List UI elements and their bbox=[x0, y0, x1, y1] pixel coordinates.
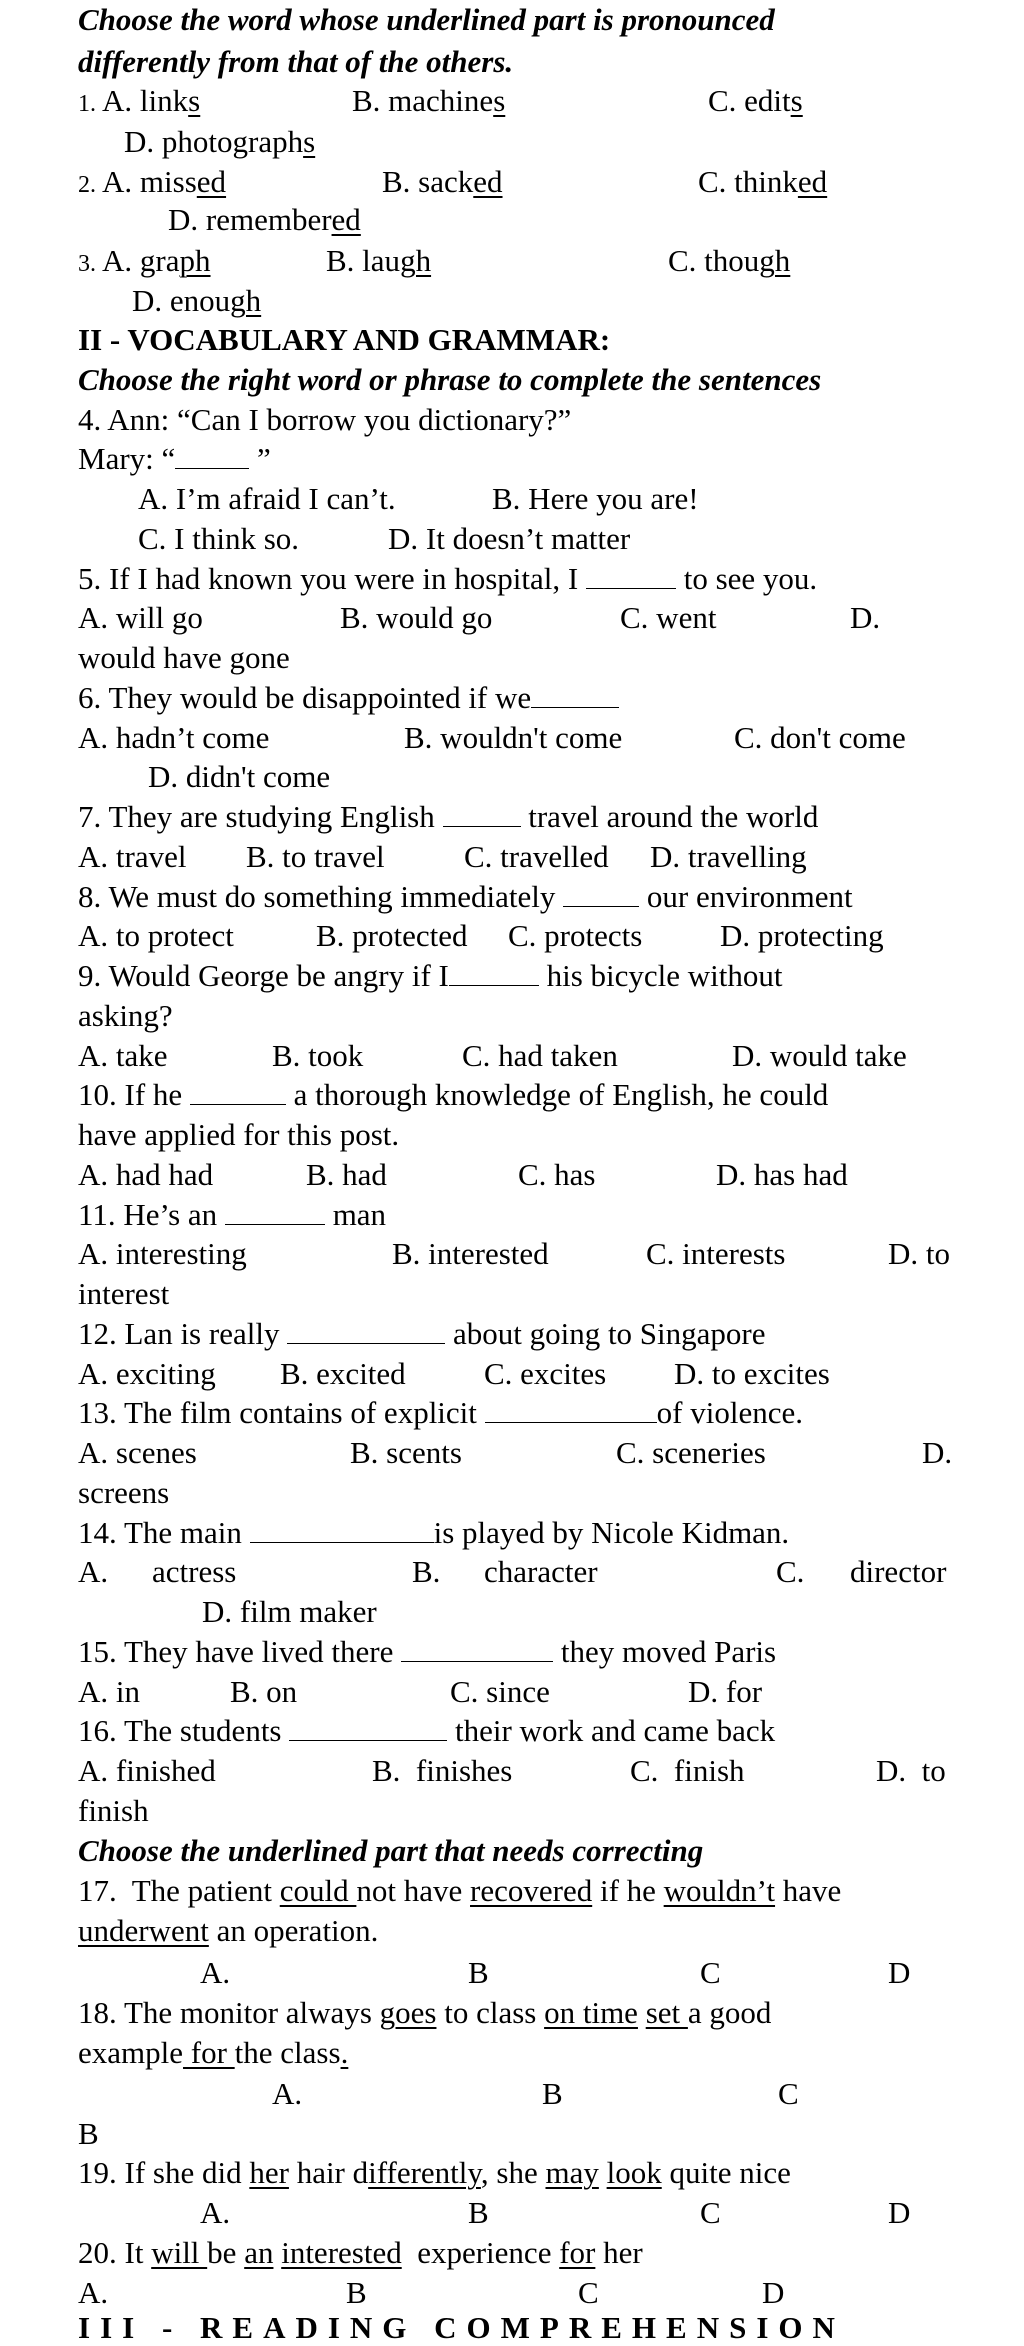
q16-option-a: A. finished bbox=[78, 1753, 216, 1788]
q11-stem: 11. He’s an man bbox=[78, 1197, 387, 1232]
q7-option-b: B. to travel bbox=[246, 839, 385, 874]
q11-option-d: D. to bbox=[888, 1236, 950, 1271]
q14-option-a: A. bbox=[78, 1554, 109, 1589]
q2-option-b: B. sacked bbox=[382, 164, 503, 199]
q12-option-b: B. excited bbox=[280, 1356, 406, 1391]
q14-option-d: D. film maker bbox=[202, 1594, 377, 1629]
q10-option-b: B. had bbox=[306, 1157, 387, 1192]
q16-option-d: D. to bbox=[876, 1753, 946, 1788]
q7-stem: 7. They are studying English travel around the world bbox=[78, 799, 819, 834]
q4-stem: 4. Ann: “Can I borrow you dictionary?” bbox=[78, 402, 572, 437]
q14-stem: 14. The main is played by Nicole Kidman. bbox=[78, 1515, 790, 1550]
q2-option-a: 2. A. missed bbox=[78, 164, 227, 199]
q4-option-c: C. I think so. bbox=[138, 521, 300, 556]
q18-sentence-cont: example for the class. bbox=[78, 2035, 349, 2070]
q14-option-b: B. bbox=[412, 1554, 441, 1589]
section2-instruction: Choose the right word or phrase to complete the sentences bbox=[78, 362, 822, 397]
q19-label-c: C bbox=[700, 2195, 721, 2230]
section3-instruction: Choose the underlined part that needs correcting bbox=[78, 1833, 704, 1868]
q3-option-c: C. though bbox=[668, 243, 791, 278]
q14-option-a-text: actress bbox=[152, 1554, 237, 1589]
q11-option-d-text: interest bbox=[78, 1276, 170, 1311]
q6-stem: 6. They would be disappointed if we bbox=[78, 680, 619, 716]
q5-option-d: D. bbox=[850, 600, 881, 635]
q13-option-b: B. scents bbox=[350, 1435, 462, 1470]
section1-heading-cont: differently from that of the others. bbox=[78, 44, 514, 79]
q20-label-c: C bbox=[578, 2275, 599, 2310]
q20-sentence: 20. It will be an interested experience for her bbox=[78, 2235, 643, 2270]
q16-option-c: C. finish bbox=[630, 1753, 745, 1788]
q13-option-d: D. bbox=[922, 1435, 953, 1470]
q9-option-b: B. took bbox=[272, 1038, 364, 1073]
q6-option-b: B. wouldn't come bbox=[404, 720, 623, 755]
q9-stem-cont: asking? bbox=[78, 998, 173, 1033]
q1-option-d: D. photographs bbox=[124, 124, 316, 159]
q4-option-b: B. Here you are! bbox=[492, 481, 699, 516]
q10-option-a: A. had had bbox=[78, 1157, 214, 1192]
q12-option-d: D. to excites bbox=[674, 1356, 830, 1391]
q17-sentence-cont: underwent an operation. bbox=[78, 1913, 379, 1948]
q5-option-b: B. would go bbox=[340, 600, 493, 635]
q2-option-c: C. thinked bbox=[698, 164, 828, 199]
q3-option-d: D. enough bbox=[132, 283, 262, 318]
q17-label-b: B bbox=[468, 1955, 489, 1990]
section4-title-cutoff: III - READING COMPREHENSION bbox=[78, 2310, 845, 2345]
q1-option-c: C. edits bbox=[708, 83, 803, 118]
q8-option-a: A. to protect bbox=[78, 918, 234, 953]
q15-option-c: C. since bbox=[450, 1674, 550, 1709]
q9-option-a: A. take bbox=[78, 1038, 168, 1073]
q5-option-c: C. went bbox=[620, 600, 717, 635]
q15-option-b: B. on bbox=[230, 1674, 298, 1709]
q1-option-a: 1. A. links bbox=[78, 83, 201, 118]
q16-option-d-text: finish bbox=[78, 1793, 149, 1828]
q18-label-a: A. bbox=[272, 2076, 303, 2111]
q3-option-b: B. laugh bbox=[326, 243, 432, 278]
q17-label-c: C bbox=[700, 1955, 721, 1990]
q14-option-b-text: character bbox=[484, 1554, 598, 1589]
q16-option-b: B. finishes bbox=[372, 1753, 513, 1788]
q12-stem: 12. Lan is really about going to Singapore bbox=[78, 1316, 766, 1351]
q13-option-c: C. sceneries bbox=[616, 1435, 766, 1470]
q5-stem: 5. If I had known you were in hospital, I to see you. bbox=[78, 561, 818, 596]
q6-option-a: A. hadn’t come bbox=[78, 720, 270, 755]
q6-option-d: D. didn't come bbox=[148, 759, 331, 794]
q9-option-c: C. had taken bbox=[462, 1038, 618, 1073]
q10-stem: 10. If he a thorough knowledge of English, he could bbox=[78, 1077, 829, 1112]
q5-option-d-text: would have gone bbox=[78, 640, 290, 675]
q12-option-a: A. exciting bbox=[78, 1356, 216, 1391]
q11-option-a: A. interesting bbox=[78, 1236, 247, 1271]
q15-option-a: A. in bbox=[78, 1674, 140, 1709]
q8-stem: 8. We must do something immediately our environment bbox=[78, 879, 853, 914]
q19-label-a: A. bbox=[200, 2195, 231, 2230]
q7-option-d: D. travelling bbox=[650, 839, 807, 874]
q1-option-b: B. machines bbox=[352, 83, 506, 118]
q10-option-c: C. has bbox=[518, 1157, 596, 1192]
q11-option-c: C. interests bbox=[646, 1236, 786, 1271]
q7-option-a: A. travel bbox=[78, 839, 187, 874]
q3-option-a: 3. A. graph bbox=[78, 243, 211, 278]
q13-option-d-text: screens bbox=[78, 1475, 170, 1510]
q9-stem: 9. Would George be angry if I his bicycle without bbox=[78, 958, 783, 993]
q8-option-d: D. protecting bbox=[720, 918, 884, 953]
q19-label-d: D bbox=[888, 2195, 911, 2230]
q18-sentence: 18. The monitor always goes to class on time set a good bbox=[78, 1995, 772, 2030]
q13-option-a: A. scenes bbox=[78, 1435, 197, 1470]
q14-option-c: C. bbox=[776, 1554, 805, 1589]
q13-stem: 13. The film contains of explicit of violence. bbox=[78, 1395, 803, 1430]
q14-option-c-text: director bbox=[850, 1554, 947, 1589]
q17-sentence: 17. The patient could not have recovered if he wouldn’t have bbox=[78, 1873, 842, 1908]
q10-stem-cont: have applied for this post. bbox=[78, 1117, 400, 1152]
q7-option-c: C. travelled bbox=[464, 839, 609, 874]
q2-option-d: D. remembered bbox=[168, 202, 361, 237]
q20-label-a: A. bbox=[78, 2275, 109, 2310]
q17-label-a: A. bbox=[200, 1955, 231, 1990]
q20-label-b: B bbox=[346, 2275, 367, 2310]
q18-label-d: B bbox=[78, 2116, 99, 2151]
q9-option-d: D. would take bbox=[732, 1038, 907, 1073]
q18-label-b: B bbox=[542, 2076, 563, 2111]
q16-stem: 16. The students their work and came back bbox=[78, 1713, 776, 1748]
q6-option-c: C. don't come bbox=[734, 720, 906, 755]
q11-option-b: B. interested bbox=[392, 1236, 549, 1271]
section1-heading: Choose the word whose underlined part is pronounced bbox=[78, 2, 775, 37]
q19-label-b: B bbox=[468, 2195, 489, 2230]
q4-reply: Mary: “ ” bbox=[78, 441, 271, 476]
q18-label-c: C bbox=[778, 2076, 799, 2111]
q15-stem: 15. They have lived there they moved Paris bbox=[78, 1634, 777, 1669]
q8-option-c: C. protects bbox=[508, 918, 643, 953]
q10-option-d: D. has had bbox=[716, 1157, 848, 1192]
q20-label-d: D bbox=[762, 2275, 785, 2310]
q15-option-d: D. for bbox=[688, 1674, 763, 1709]
q19-sentence: 19. If she did her hair differently, she may look quite nice bbox=[78, 2155, 791, 2190]
q4-option-d: D. It doesn’t matter bbox=[388, 521, 631, 556]
section2-title: II - VOCABULARY AND GRAMMAR: bbox=[78, 322, 611, 357]
q12-option-c: C. excites bbox=[484, 1356, 607, 1391]
q5-option-a: A. will go bbox=[78, 600, 203, 635]
q4-option-a: A. I’m afraid I can’t. bbox=[138, 481, 396, 516]
q17-label-d: D bbox=[888, 1955, 911, 1990]
q8-option-b: B. protected bbox=[316, 918, 468, 953]
